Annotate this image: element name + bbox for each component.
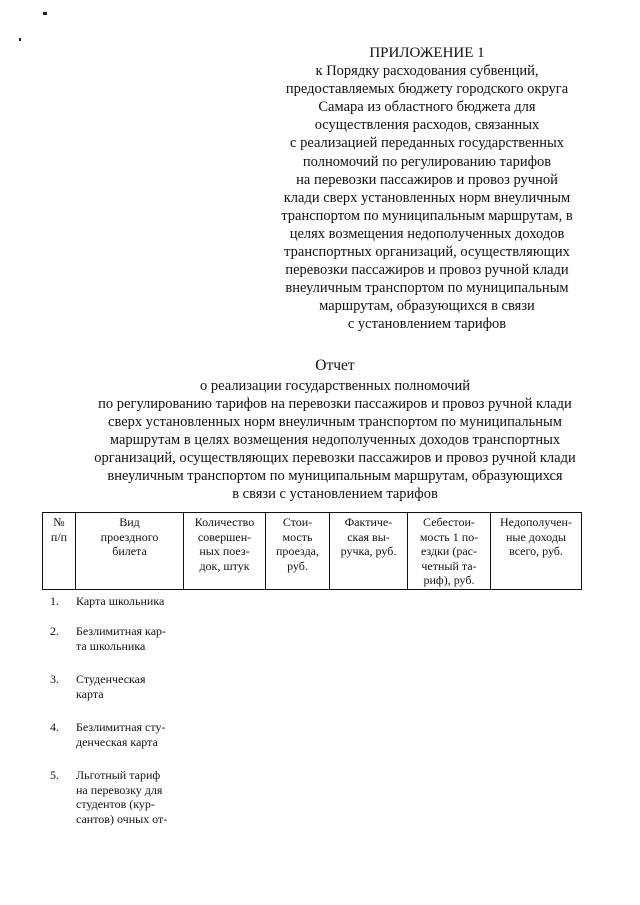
appendix-line: целях возмещения недополученных доходов — [289, 225, 565, 242]
scan-speck — [43, 12, 47, 15]
header-ticket-type: Вид проездного билета — [76, 513, 184, 590]
appendix-line: полномочий по регулированию тарифов — [302, 153, 552, 170]
report-line: внеуличным транспортом по муниципальным маршрутам, образующихся — [107, 468, 563, 484]
report-line: в связи с установлением тарифов — [232, 486, 438, 502]
appendix-line: на перевозки пассажиров и провоз ручной — [296, 171, 558, 188]
report-title: Отчет — [315, 357, 355, 374]
appendix-line: Самара из областного бюджета для — [318, 99, 536, 116]
row-number: 3. — [50, 672, 59, 686]
row-number: 1. — [50, 594, 59, 608]
report-block — [40, 357, 630, 503]
row-ticket-type: Безлимитная сту- денческая карта — [76, 720, 166, 749]
appendix-line: транспортных организаций, осуществляющих — [284, 244, 570, 261]
table-row — [44, 720, 182, 749]
appendix-line: клади сверх установленных норм внеуличным — [283, 189, 571, 206]
report-table — [42, 512, 582, 590]
header-trip-count: Количество совершен- ных поез- док, штук — [184, 513, 266, 590]
report-line: о реализации государственных полномочий — [200, 378, 470, 394]
row-number: 2. — [50, 624, 59, 638]
table-row — [44, 624, 182, 653]
appendix-line: перевозки пассажиров и провоз ручной клади — [285, 262, 569, 279]
row-ticket-type: Карта школьника — [76, 594, 165, 608]
row-number: 4. — [50, 720, 59, 734]
row-number: 5. — [50, 768, 59, 782]
header-lost-revenue: Недополучен- ные доходы всего, руб. — [491, 513, 582, 590]
report-line: организаций, осуществляющих перевозки пассажиров и провоз ручной клади — [94, 450, 576, 466]
header-number: № п/п — [43, 513, 76, 590]
appendix-line: внеуличным транспортом по муниципальным — [285, 280, 569, 297]
appendix-line: к Порядку расходования субвенций, — [315, 63, 539, 80]
table-row — [44, 594, 182, 609]
row-ticket-type: Льготный тариф на перевозку для студентов (кур- сантов) очных от- — [76, 768, 168, 826]
appendix-line: осуществления расходов, связанных — [314, 117, 540, 134]
header-trip-cost: Себестои- мость 1 по- ездки (рас- четный та- риф), руб. — [408, 513, 491, 590]
report-line: по регулированию тарифов на перевозки пассажиров и провоз ручной клади — [98, 396, 572, 412]
table-header-row — [43, 513, 582, 590]
appendix-line: с реализацией переданных государственных — [290, 135, 564, 152]
table-row — [44, 768, 182, 826]
row-ticket-type: Безлимитная кар- та школьника — [76, 624, 167, 653]
appendix-line: маршрутам, образующихся в связи — [319, 298, 535, 315]
scan-speck — [19, 38, 21, 41]
row-ticket-type: Студенческая карта — [76, 672, 146, 701]
report-line: сверх установленных норм внеуличным транспортом по муниципальным — [108, 414, 562, 430]
appendix-block — [262, 44, 592, 334]
table-row — [44, 672, 182, 701]
header-actual-revenue: Фактиче- ская вы- ручка, руб. — [330, 513, 408, 590]
header-fare: Стои- мость проезда, руб. — [266, 513, 330, 590]
report-line: маршрутам в целях возмещения недополученных доходов транспортных — [109, 432, 561, 448]
appendix-line: с установлением тарифов — [347, 316, 507, 333]
appendix-line: предоставляемых бюджету городского округа — [285, 81, 569, 98]
appendix-heading: ПРИЛОЖЕНИЕ 1 — [369, 45, 485, 61]
appendix-line: транспортом по муниципальным маршрутам, в — [281, 207, 573, 224]
